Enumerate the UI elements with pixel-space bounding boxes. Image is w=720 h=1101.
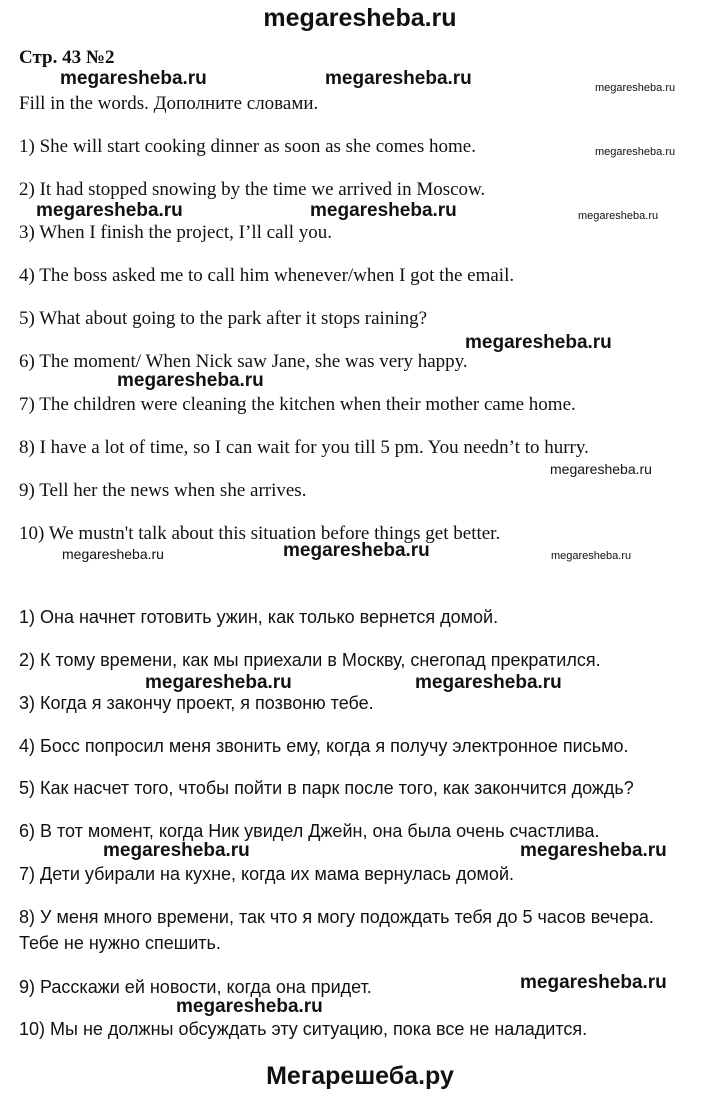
watermark: megaresheba.ru <box>310 200 457 221</box>
english-sentence-5: 5) What about going to the park after it stops raining? <box>19 308 428 329</box>
english-sentence-7: 7) The children were cleaning the kitchen when their mother came home. <box>19 394 576 415</box>
watermark: megaresheba.ru <box>60 68 207 89</box>
russian-sentence-5: 5) Как насчет того, чтобы пойти в парк после того, как закончится дождь? <box>19 778 634 798</box>
english-sentence-8: 8) I have a lot of time, so I can wait for you till 5 pm. You needn’t to hurry. <box>19 437 589 458</box>
russian-sentence-8-continuation: Тебе не нужно спешить. <box>19 933 221 953</box>
instruction: Fill in the words. Дополните словами. <box>19 93 319 114</box>
english-sentence-6: 6) The moment/ When Nick saw Jane, she was very happy. <box>19 351 468 372</box>
watermark: megaresheba.ru <box>36 200 183 221</box>
watermark: megaresheba.ru <box>595 146 676 158</box>
watermark: megaresheba.ru <box>551 550 632 562</box>
watermark: megaresheba.ru <box>465 332 612 353</box>
russian-sentence-8: 8) У меня много времени, так что я могу подождать тебя до 5 часов вечера. <box>19 907 654 927</box>
watermark: megaresheba.ru <box>325 68 472 89</box>
english-sentence-1: 1) She will start cooking dinner as soon as she comes home. <box>19 136 476 157</box>
watermark: megaresheba.ru <box>117 370 264 391</box>
site-header: megaresheba.ru <box>263 4 457 32</box>
watermark: megaresheba.ru <box>520 972 667 993</box>
watermark: megaresheba.ru <box>145 672 292 693</box>
english-sentence-4: 4) The boss asked me to call him whenever/when I got the email. <box>19 265 515 286</box>
russian-sentence-9: 9) Расскажи ей новости, когда она придет. <box>19 977 372 997</box>
russian-sentence-6: 6) В тот момент, когда Ник увидел Джейн, она была очень счастлива. <box>19 821 600 841</box>
watermark: megaresheba.ru <box>595 82 676 94</box>
watermark: megaresheba.ru <box>283 540 430 561</box>
watermark: megaresheba.ru <box>103 840 250 861</box>
russian-sentence-10: 10) Мы не должны обсуждать эту ситуацию, пока все не наладится. <box>19 1019 588 1039</box>
english-sentence-2: 2) It had stopped snowing by the time we arrived in Moscow. <box>19 179 486 200</box>
watermark: megaresheba.ru <box>62 546 164 562</box>
russian-sentence-7: 7) Дети убирали на кухне, когда их мама вернулась домой. <box>19 864 514 884</box>
english-sentence-10: 10) We mustn't talk about this situation before things get better. <box>19 523 501 544</box>
watermark: megaresheba.ru <box>520 840 667 861</box>
watermark: megaresheba.ru <box>176 996 323 1017</box>
russian-sentence-4: 4) Босс попросил меня звонить ему, когда я получу электронное письмо. <box>19 736 629 756</box>
russian-sentence-3: 3) Когда я закончу проект, я позвоню тебе. <box>19 693 374 713</box>
watermark: megaresheba.ru <box>578 210 659 222</box>
russian-sentence-2: 2) К тому времени, как мы приехали в Москву, снегопад прекратился. <box>19 650 601 670</box>
watermark: megaresheba.ru <box>415 672 562 693</box>
site-footer: Мегарешеба.ру <box>266 1062 454 1090</box>
watermark: megaresheba.ru <box>550 461 652 477</box>
english-sentence-9: 9) Tell her the news when she arrives. <box>19 480 307 501</box>
english-sentence-3: 3) When I finish the project, I’ll call you. <box>19 222 333 243</box>
russian-sentence-1: 1) Она начнет готовить ужин, как только вернется домой. <box>19 607 499 627</box>
page-heading: Стр. 43 №2 <box>19 47 115 68</box>
